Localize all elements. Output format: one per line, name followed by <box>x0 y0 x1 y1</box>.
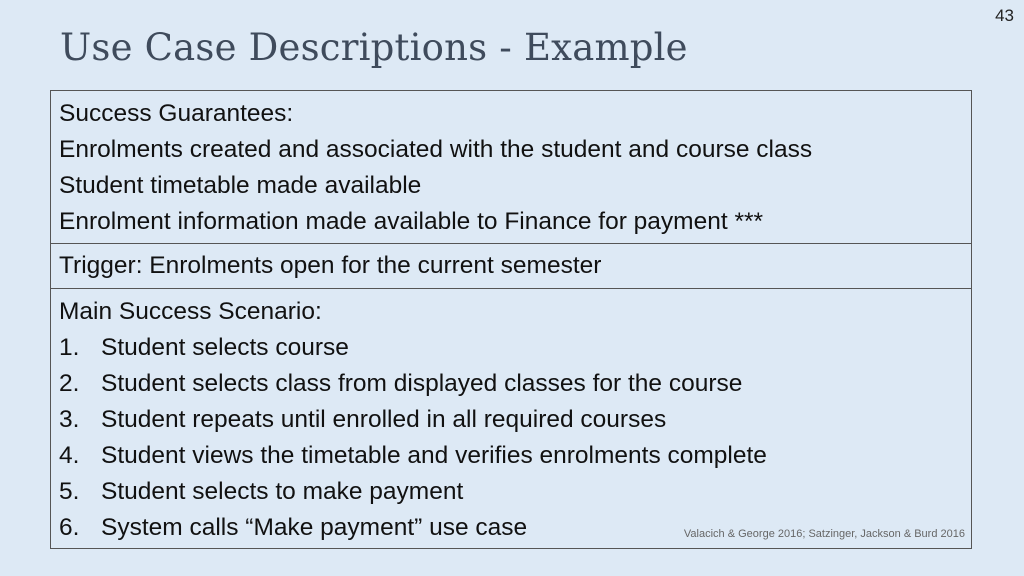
success-guarantee-line: Enrolment information made available to Finance for payment *** <box>59 208 764 235</box>
slide-number: 43 <box>995 6 1014 25</box>
main-success-scenario-heading: Main Success Scenario: <box>59 298 322 325</box>
step-number: 5. <box>59 478 80 505</box>
scenario-steps-list <box>59 330 963 546</box>
scenario-step <box>59 402 963 438</box>
step-number: 3. <box>59 406 80 433</box>
success-guarantees-heading: Success Guarantees: <box>59 100 294 127</box>
step-text: Student views the timetable and verifies enrolments complete <box>101 442 767 469</box>
slide-title: Use Case Descriptions - Example <box>60 26 688 69</box>
scenario-step <box>59 366 963 402</box>
trigger-cell <box>51 243 971 288</box>
success-guarantee-line: Student timetable made available <box>59 172 422 199</box>
trigger-text: Trigger: Enrolments open for the current semester <box>59 252 602 279</box>
step-text: Student repeats until enrolled in all required courses <box>101 406 667 433</box>
citation: Valacich & George 2016; Satzinger, Jackson & Burd 2016 <box>683 528 965 540</box>
main-success-scenario-cell <box>51 288 971 548</box>
step-number: 1. <box>59 334 80 361</box>
success-guarantees-cell <box>51 91 971 243</box>
scenario-step <box>59 330 963 366</box>
step-number: 6. <box>59 514 80 541</box>
step-text: Student selects class from displayed classes for the course <box>101 370 743 397</box>
scenario-step <box>59 474 963 510</box>
scenario-step <box>59 438 963 474</box>
use-case-table <box>50 90 972 549</box>
step-text: Student selects course <box>101 334 349 361</box>
step-number: 4. <box>59 442 80 469</box>
step-text: System calls “Make payment” use case <box>101 514 528 541</box>
step-text: Student selects to make payment <box>101 478 464 505</box>
success-guarantee-line: Enrolments created and associated with the student and course class <box>59 136 813 163</box>
step-number: 2. <box>59 370 80 397</box>
